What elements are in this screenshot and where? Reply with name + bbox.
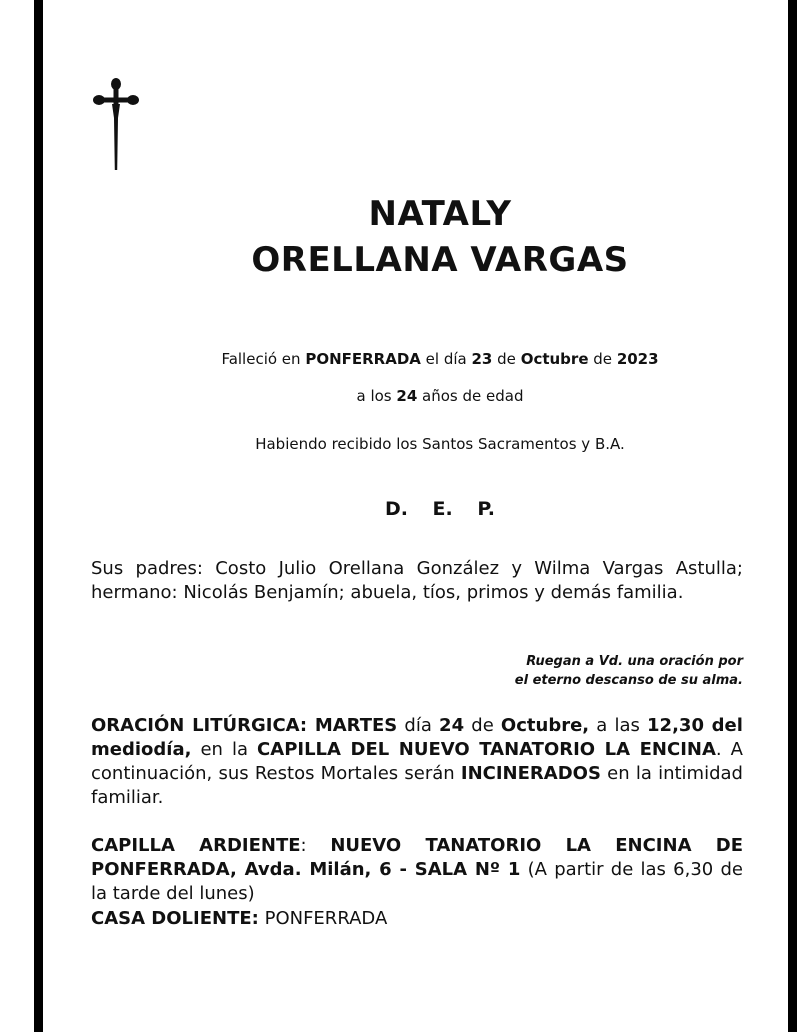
death-info-line xyxy=(90,350,790,368)
oracion-text-4: en la xyxy=(200,739,249,760)
capilla-paragraph xyxy=(91,834,743,906)
capilla-label: CAPILLA ARDIENTE xyxy=(91,835,301,856)
deceased-surnames: ORELLANA VARGAS xyxy=(251,240,629,280)
casa-doliente xyxy=(91,907,743,931)
oracion-text-1: día xyxy=(404,715,432,736)
oracion-disposition: INCINERADOS xyxy=(460,763,601,784)
cross-icon xyxy=(92,78,142,170)
age-line xyxy=(90,387,790,405)
left-border xyxy=(34,0,43,1032)
dep-heading: D. E. P. xyxy=(384,498,496,520)
oracion-day: 24 xyxy=(439,715,465,736)
age-value: 24 xyxy=(396,387,418,405)
family-paragraph: Sus padres: Costo Julio Orellana González y Wilma Vargas Astulla; hermano: Nicolás Benjamín; abuela, tíos, primos y demás familia. xyxy=(91,558,743,603)
age-suffix: años de edad xyxy=(422,387,524,405)
casa-value: PONFERRADA xyxy=(264,908,388,929)
sacraments-line: Habiendo recibido los Santos Sacramentos y B.A. xyxy=(255,435,625,453)
death-year: 2023 xyxy=(616,350,659,368)
capilla-colon: : xyxy=(300,835,307,856)
death-day: 23 xyxy=(471,350,493,368)
day-prefix: el día xyxy=(425,350,467,368)
deceased-first-name: NATALY xyxy=(368,194,512,234)
oracion-time: 12,30 del mediodía, xyxy=(91,715,743,760)
de-2: de xyxy=(593,350,613,368)
capilla-note: (A partir de las 6,30 de la tarde del lunes) xyxy=(91,859,743,904)
oracion-paragraph xyxy=(91,714,743,810)
prayer-line-1: Ruegan a Vd. una oración por xyxy=(526,654,743,669)
oracion-text-2: de xyxy=(471,715,494,736)
prayer-request xyxy=(400,652,743,690)
de-1: de xyxy=(497,350,516,368)
died-prefix: Falleció en xyxy=(221,350,301,368)
oracion-text-3: a las xyxy=(596,715,640,736)
death-place: PONFERRADA xyxy=(305,350,421,368)
oracion-place: CAPILLA DEL NUEVO TANATORIO LA ENCINA xyxy=(257,739,716,760)
casa-label: CASA DOLIENTE: xyxy=(91,908,259,929)
oracion-label: ORACIÓN LITÚRGICA: MARTES xyxy=(91,715,398,736)
oracion-month: Octubre, xyxy=(500,715,590,736)
age-prefix: a los xyxy=(356,387,392,405)
oracion-text-5: . A continuación, sus Restos Mortales serán xyxy=(91,739,743,784)
death-month: Octubre xyxy=(520,350,589,368)
prayer-line-2: el eterno descanso de su alma. xyxy=(514,673,743,688)
oracion-text-6: en la intimidad familiar. xyxy=(91,763,743,808)
capilla-place: NUEVO TANATORIO LA ENCINA DE PONFERRADA, Avda. Milán, 6 - SALA Nº 1 xyxy=(91,835,743,880)
